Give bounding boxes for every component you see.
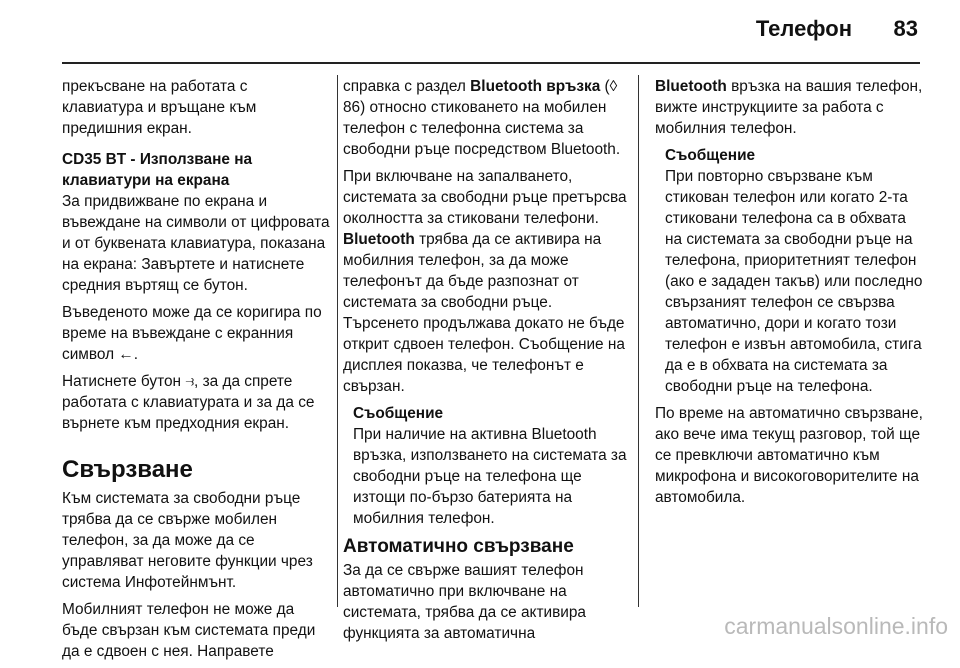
column-divider-2 xyxy=(638,75,639,607)
subheading-keyboard: CD35 BT - Използване на клавиатури на екрана xyxy=(62,151,253,189)
paragraph: За придвижване по екрана и въвеждане на символи от цифровата и от буквената клавиатура, показана на екрана: Завъртете и натиснете средния въртящ се бутон. xyxy=(62,193,330,294)
note-box xyxy=(665,145,927,397)
note-title: Съобщение xyxy=(353,405,444,422)
section-heading-connection: Свързване xyxy=(62,456,193,483)
bold-term: Bluetooth връзка xyxy=(470,78,601,95)
back-arrow-icon: ← xyxy=(118,346,134,363)
paragraph: За да се свърже вашият телефон автоматично при включване на системата, трябва да се активира функцията за автоматична xyxy=(343,562,586,642)
column-2 xyxy=(343,76,627,650)
paragraph: справка с раздел Bluetooth връзка (◊ 86) относно стиковането на мобилен телефон с телефонна система за свободни ръце посредством Bluetooth. xyxy=(343,78,621,158)
watermark: carmanualsonline.info xyxy=(724,613,948,639)
bold-term: Bluetooth xyxy=(655,78,727,95)
section-heading-auto-connect: Автоматично свързване xyxy=(343,536,574,557)
note-box xyxy=(353,403,627,529)
column-1 xyxy=(62,76,332,668)
paragraph: Към системата за свободни ръце трябва да се свърже мобилен телефон, за да може да се управляват неговите функции чрез система Инфотейнмънт. xyxy=(62,490,313,591)
return-button-icon: ⥽ xyxy=(185,373,195,390)
page-header xyxy=(0,0,960,62)
paragraph: Натиснете бутон ⥽, за да спрете работата с клавиатурата и за да се върнете към предходния екран. xyxy=(62,373,315,432)
paragraph: Мобилният телефон не може да бъде свързан към системата преди да е сдвоен с нея. Направете xyxy=(62,601,316,660)
note-text: При повторно свързване към стикован телефон или когато 2-та стиковани телефона са в обхвата на системата за свободни ръце на телефона, приоритетният телефон (ако е зададен такъв) или последно свързаният телефон се свързва автоматично, дори и когато този телефон е извън автомобила, стига да е в обхвата на системата за свободни ръце на телефона. xyxy=(665,168,923,395)
page-title: Телефон xyxy=(755,16,852,41)
bold-term: Bluetooth xyxy=(343,231,415,248)
paragraph: При включване на запалването, системата за свободни ръце претърсва околността за стиковани телефони. Bluetooth трябва да се активира на мобилния телефон, за да може телефонът да бъде разпознат от системата за свободни ръце. Търсенето продължава докато не бъде открит сдвоен телефон. Съобщение на дисплея показва, че телефонът е свързан. xyxy=(343,168,627,395)
paragraph: Въведеното може да се коригира по време на въвеждане с екранния символ ←. xyxy=(62,304,322,363)
page-number: 83 xyxy=(893,16,918,41)
column-divider-1 xyxy=(337,75,338,607)
paragraph: По време на автоматично свързване, ако вече има текущ разговор, той ще се превключи автоматично към микрофона и високоговорителите на автомобила. xyxy=(655,405,923,506)
column-3 xyxy=(655,76,927,514)
page-reference-icon: ◊ xyxy=(609,78,618,95)
paragraph: прекъсване на работата с клавиатура и връщане към предишния екран. xyxy=(62,78,257,137)
note-text: При наличие на активна Bluetooth връзка, използването на системата за свободни ръце на телефона ще изтощи по-бързо батерията на мобилния телефон. xyxy=(353,426,627,527)
header-rule xyxy=(62,62,920,64)
note-title: Съобщение xyxy=(665,147,756,164)
paragraph: Bluetooth връзка на вашия телефон, вижте инструкциите за работа с мобилния телефон. xyxy=(655,78,923,137)
